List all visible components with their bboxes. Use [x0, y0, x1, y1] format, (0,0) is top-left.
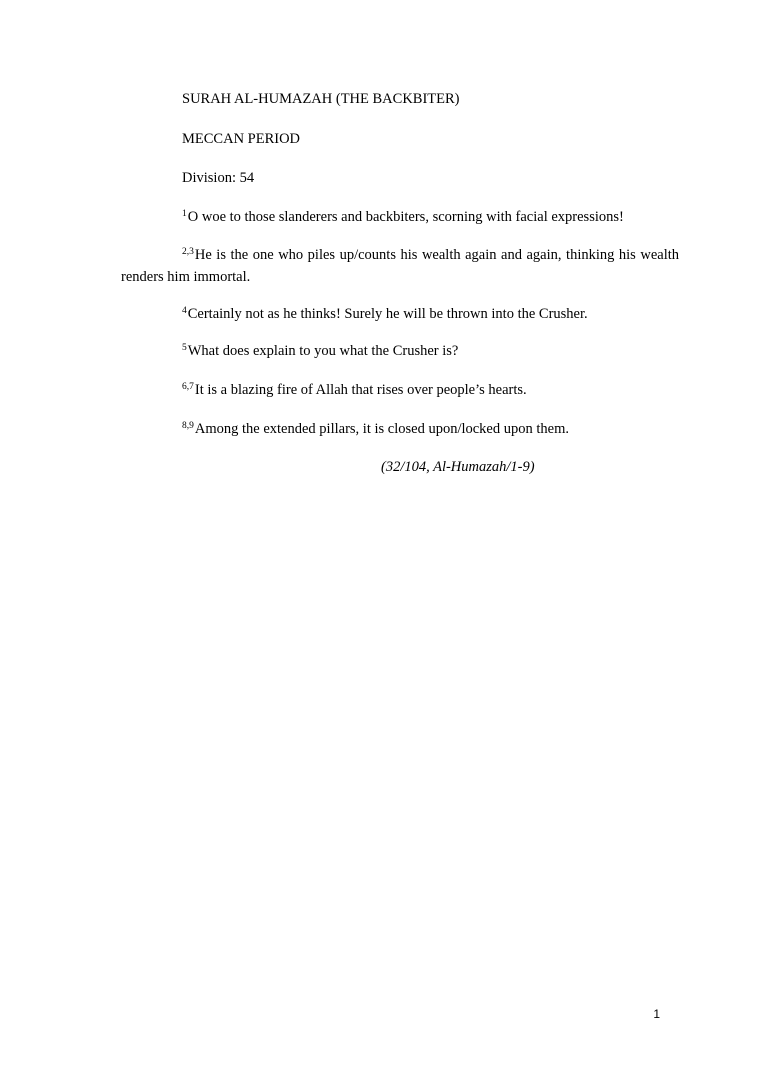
verse-number: 2,3 — [182, 247, 194, 257]
verse-number: 5 — [182, 343, 187, 353]
verse-text: O woe to those slanderers and backbiters, scorning with facial expressions! — [187, 209, 624, 225]
verse-1 — [121, 206, 679, 228]
verse-number: 1 — [182, 209, 187, 219]
verse-5 — [121, 340, 679, 362]
verse-6-7 — [121, 379, 679, 401]
period-label: MECCAN PERIOD — [182, 131, 301, 147]
verse-text: Among the extended pillars, it is closed upon/locked upon them. — [194, 421, 569, 437]
verse-text: It is a blazing fire of Allah that rises over people’s hearts. — [194, 382, 527, 398]
verse-number: 4 — [182, 306, 187, 316]
verse-8-9 — [121, 418, 679, 440]
verse-2-3 — [121, 244, 679, 288]
page-number: 1 — [653, 1007, 660, 1021]
division-label: Division: 54 — [182, 170, 255, 186]
citation: (32/104, Al-Humazah/1-9) — [381, 459, 535, 475]
surah-title: SURAH AL-HUMAZAH (THE BACKBITER) — [182, 91, 460, 107]
verse-text: What does explain to you what the Crusher is? — [187, 343, 459, 359]
verse-text: He is the one who piles up/counts his wealth again and again, thinking his wealth renders him immortal. — [121, 247, 679, 285]
verse-number: 8,9 — [182, 421, 194, 431]
verse-number: 6,7 — [182, 382, 194, 392]
verse-4 — [121, 303, 679, 325]
verse-text: Certainly not as he thinks! Surely he will be thrown into the Crusher. — [187, 306, 588, 322]
